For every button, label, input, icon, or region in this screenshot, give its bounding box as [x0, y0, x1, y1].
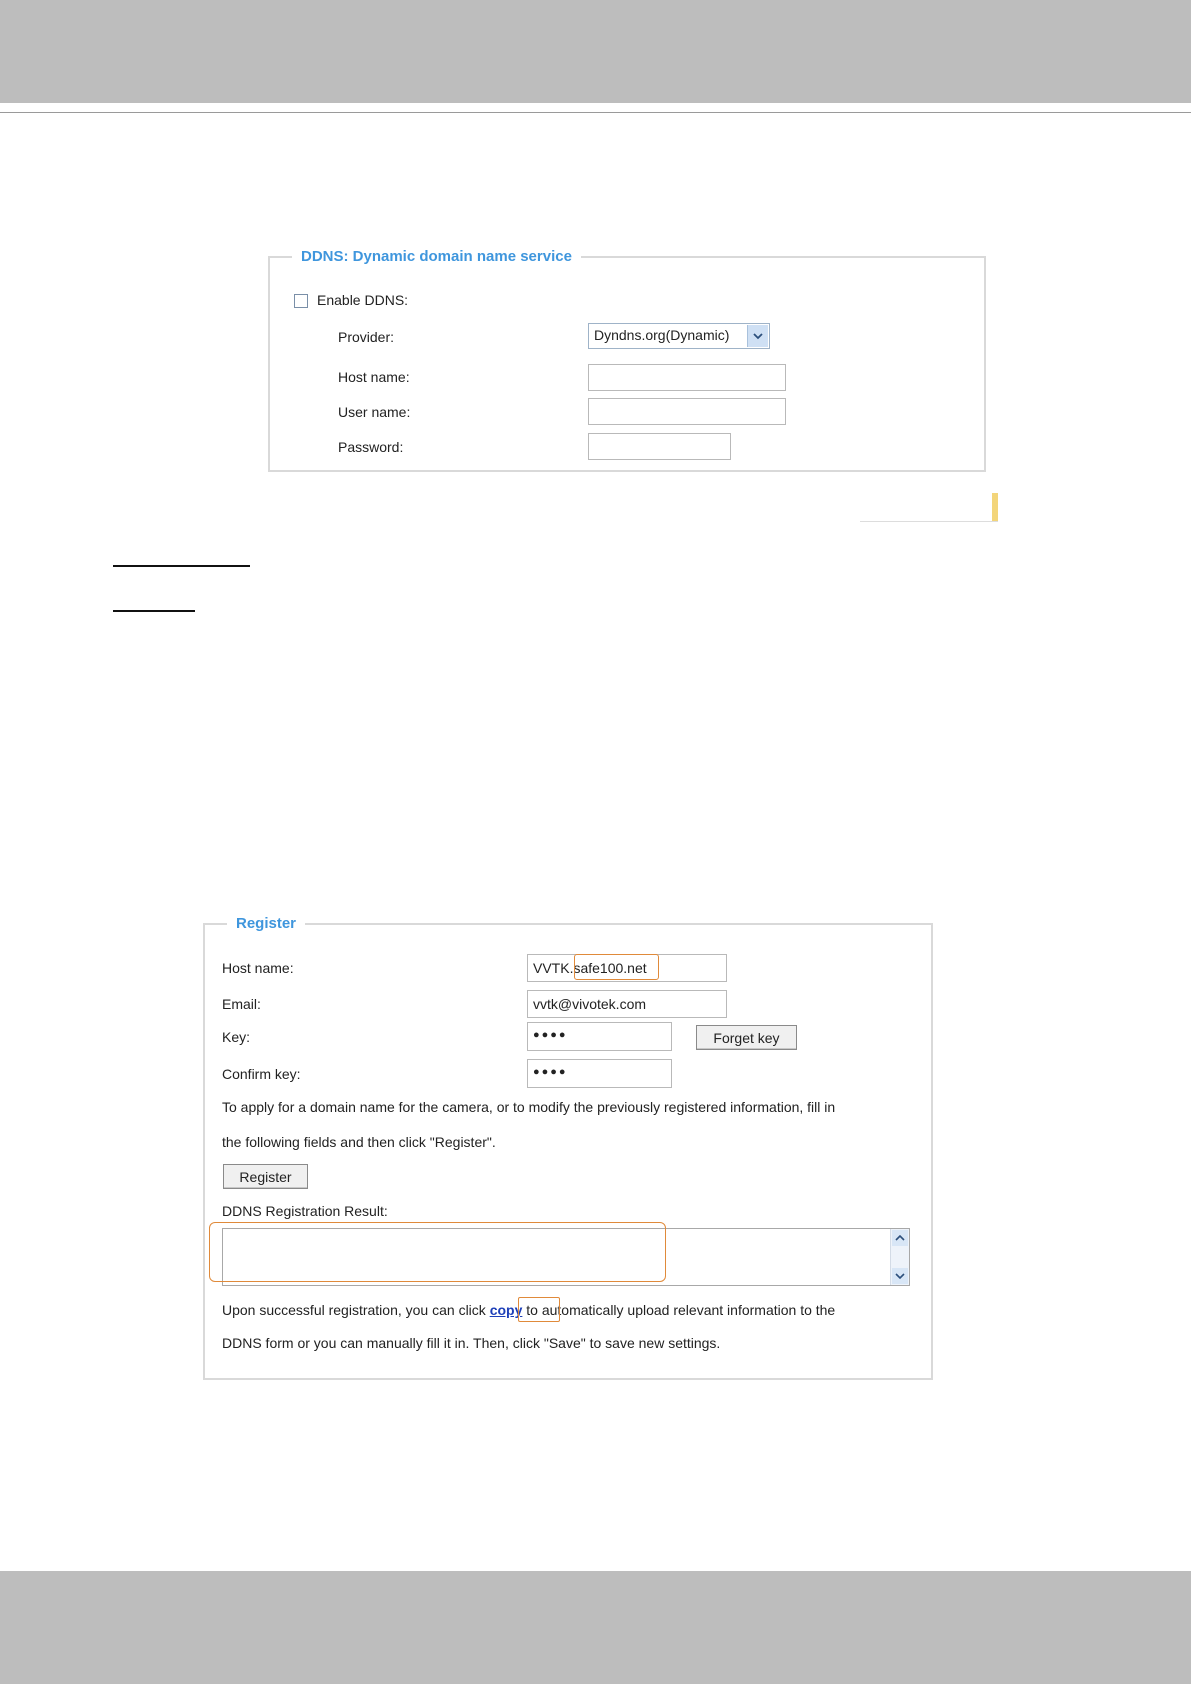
confirm-key-masked-value: ●●●● — [533, 1066, 568, 1078]
register-button[interactable]: Register — [223, 1164, 308, 1189]
provider-selected-value: Dyndns.org(Dynamic) — [594, 327, 730, 343]
ddns-password-input[interactable] — [588, 433, 731, 460]
copy-note-line-2: DDNS form or you can manually fill it in. Then, click "Save" to save new settings. — [222, 1335, 721, 1351]
instruction-text-line-1: To apply for a domain name for the camera, or to modify the previously registered information, fill in — [222, 1099, 836, 1115]
forget-key-button[interactable]: Forget key — [696, 1025, 797, 1050]
ddns-password-label: Password: — [338, 439, 404, 455]
ddns-host-name-input[interactable] — [588, 364, 786, 391]
key-masked-value: ●●●● — [533, 1029, 568, 1041]
copy-note-suffix: to automatically upload relevant information to the — [522, 1302, 836, 1318]
confirm-key-input[interactable] — [527, 1059, 672, 1088]
register-host-name-label: Host name: — [222, 960, 294, 976]
instruction-text-line-2: the following fields and then click "Register". — [222, 1134, 496, 1150]
host-domain-highlight — [574, 954, 659, 980]
email-label: Email: — [222, 996, 261, 1012]
copy-note-prefix: Upon successful registration, you can click — [222, 1302, 490, 1318]
ddns-host-name-label: Host name: — [338, 369, 410, 385]
provider-label: Provider: — [338, 329, 395, 345]
copy-link-highlight — [518, 1297, 560, 1322]
ddns-user-name-label: User name: — [338, 404, 411, 420]
enable-ddns-label: Enable DDNS: — [317, 292, 409, 308]
key-input[interactable] — [527, 1022, 672, 1051]
cropped-fragment — [860, 493, 998, 522]
register-panel-title: Register — [236, 915, 297, 932]
host-domain: safe100.net — [573, 960, 647, 976]
result-highlight — [209, 1222, 666, 1282]
copy-link[interactable]: copy — [489, 1302, 523, 1318]
chevron-down-icon[interactable] — [747, 325, 768, 347]
result-label: DDNS Registration Result: — [222, 1203, 388, 1219]
host-prefix: VVTK. — [533, 960, 574, 976]
header-divider — [0, 112, 1191, 113]
heading-underline-2 — [113, 610, 195, 612]
enable-ddns-checkbox[interactable] — [294, 294, 308, 308]
scroll-down-icon[interactable] — [892, 1268, 908, 1284]
provider-select[interactable] — [588, 323, 770, 349]
confirm-key-label: Confirm key: — [222, 1066, 301, 1082]
ddns-user-name-input[interactable] — [588, 398, 786, 425]
ddns-panel-title: DDNS: Dynamic domain name service — [301, 248, 572, 265]
key-label: Key: — [222, 1029, 251, 1045]
email-input[interactable] — [527, 990, 727, 1018]
page-footer-band — [0, 1571, 1191, 1684]
page-header-band — [0, 0, 1191, 103]
scroll-up-icon[interactable] — [892, 1230, 908, 1246]
heading-underline-1 — [113, 565, 250, 567]
result-scrollbar[interactable] — [890, 1229, 909, 1285]
